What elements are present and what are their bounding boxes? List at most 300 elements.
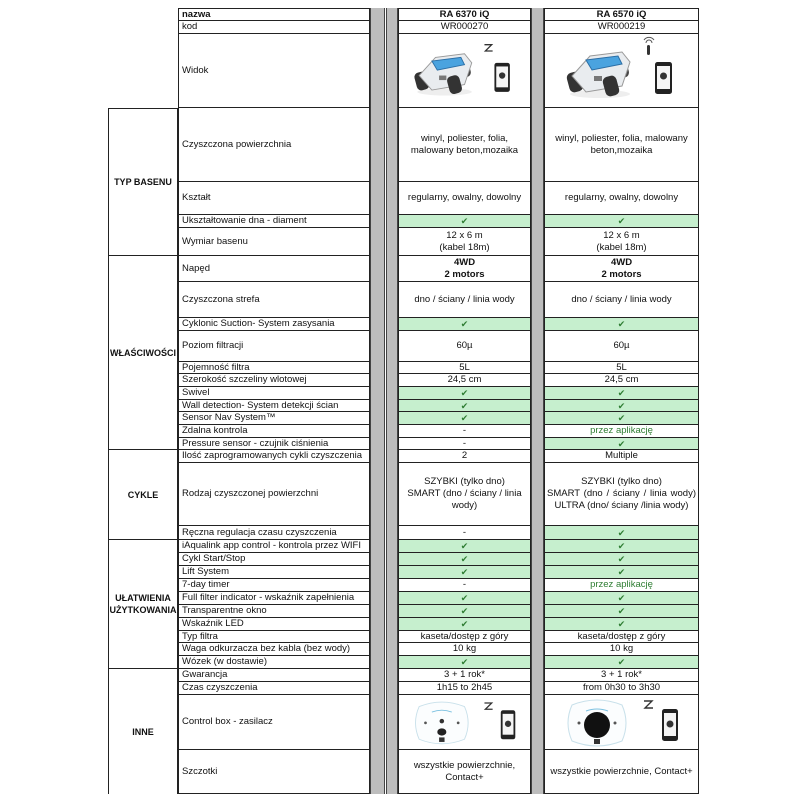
spacer-column bbox=[386, 618, 398, 631]
row-kod-label bbox=[178, 21, 370, 34]
spacer-column bbox=[531, 182, 544, 215]
product-1-value bbox=[398, 579, 531, 592]
feature-label bbox=[178, 526, 370, 540]
product-2-value bbox=[544, 412, 699, 425]
spacer-column bbox=[386, 682, 398, 695]
cell-text: przez aplikację bbox=[590, 425, 653, 436]
cell-text: 3 + 1 rok* bbox=[444, 669, 485, 680]
spacer-column bbox=[370, 387, 385, 400]
spacer-column bbox=[386, 400, 398, 412]
cell-text: 12 x 6 m (kabel 18m) bbox=[596, 229, 647, 253]
product-2-value bbox=[544, 425, 699, 438]
checkmark-icon: ✔ bbox=[460, 388, 469, 398]
product-2-value bbox=[544, 450, 699, 463]
cell-text: regularny, owalny, dowolny bbox=[564, 192, 679, 203]
cell-text: iAqualink app control - kontrola przez WIFI bbox=[182, 540, 361, 551]
feature-label bbox=[178, 387, 370, 400]
product-1-value bbox=[398, 526, 531, 540]
cell-text: - bbox=[462, 579, 467, 590]
control-box-image bbox=[416, 702, 469, 744]
spacer-column bbox=[386, 374, 398, 387]
product-1-value bbox=[398, 374, 531, 387]
spacer-column bbox=[531, 8, 544, 21]
feature-label bbox=[178, 374, 370, 387]
product-1-value bbox=[398, 412, 531, 425]
product-1-value bbox=[398, 566, 531, 579]
checkmark-icon: ✔ bbox=[460, 657, 469, 667]
product-2-value bbox=[544, 374, 699, 387]
feature-label bbox=[178, 362, 370, 374]
product-1-value bbox=[398, 182, 531, 215]
product-1-value bbox=[398, 425, 531, 438]
product-1-value bbox=[398, 400, 531, 412]
product-1-value bbox=[398, 215, 531, 228]
product-1-value bbox=[398, 605, 531, 618]
cell-text: Zdalna kontrola bbox=[182, 425, 248, 436]
spacer-column bbox=[531, 682, 544, 695]
smartphone-icon bbox=[662, 709, 678, 741]
product-2-value bbox=[544, 526, 699, 540]
cell-text: Ilość zaprogramowanych cykli czyszczenia bbox=[182, 450, 363, 461]
spacer-column bbox=[386, 579, 398, 592]
spacer-column bbox=[370, 526, 385, 540]
cell-text: Wózek (w dostawie) bbox=[182, 656, 267, 667]
spacer-column bbox=[386, 438, 398, 450]
spacer-column bbox=[531, 387, 544, 400]
product-2-value bbox=[544, 400, 699, 412]
product-1-value bbox=[398, 387, 531, 400]
product-1-value bbox=[398, 669, 531, 682]
spacer-column bbox=[531, 540, 544, 553]
cell-text: Lift System bbox=[182, 566, 229, 577]
spacer-column bbox=[531, 425, 544, 438]
product-1-value bbox=[398, 331, 531, 362]
cell-text: wszystkie powierzchnie, Contact+ bbox=[413, 759, 516, 783]
cell-text: Cyklonic Suction- System zasysania bbox=[182, 318, 335, 329]
cell-text: RA 6570 iQ bbox=[596, 8, 647, 20]
cell-text: Gwarancja bbox=[182, 669, 228, 680]
checkmark-icon: ✔ bbox=[617, 606, 626, 616]
cell-text: Poziom filtracji bbox=[182, 340, 244, 351]
cell-text: Szerokość szczeliny wlotowej bbox=[182, 374, 307, 385]
spacer-column bbox=[370, 182, 385, 215]
spacer-column bbox=[386, 215, 398, 228]
feature-label bbox=[178, 643, 370, 656]
spacer-column bbox=[531, 256, 544, 282]
spacer-column bbox=[370, 643, 385, 656]
cell-text: Pojemność filtra bbox=[182, 362, 250, 373]
spacer-column bbox=[386, 182, 398, 215]
product-1-value bbox=[398, 450, 531, 463]
cell-text: winyl, poliester, folia, malowany beton,mozaika bbox=[555, 132, 688, 156]
group-label bbox=[108, 669, 178, 794]
spacer-column bbox=[531, 412, 544, 425]
spacer-column bbox=[386, 362, 398, 374]
cell-text: 60µ bbox=[613, 340, 630, 351]
cell-text: Wall detection- System detekcji ścian bbox=[182, 400, 339, 411]
spacer-column bbox=[370, 400, 385, 412]
cell-text: 5L bbox=[459, 362, 470, 373]
product-1-value bbox=[398, 695, 531, 750]
product-2-value bbox=[544, 643, 699, 656]
spacer-column bbox=[370, 540, 385, 553]
checkmark-icon: ✔ bbox=[617, 554, 626, 564]
spacer-column bbox=[370, 618, 385, 631]
spacer-column bbox=[370, 656, 385, 669]
feature-label bbox=[178, 618, 370, 631]
spacer-column bbox=[531, 463, 544, 526]
spacer-column bbox=[386, 553, 398, 566]
spacer-column bbox=[386, 34, 398, 108]
product-2-value bbox=[544, 695, 699, 750]
spacer-column bbox=[531, 34, 544, 108]
cell-text: 1h15 to 2h45 bbox=[436, 682, 493, 693]
cell-text: Czyszczona strefa bbox=[182, 293, 260, 305]
cell-text: 7-day timer bbox=[182, 579, 230, 590]
spacer-column bbox=[386, 656, 398, 669]
zodiac-logo-icon bbox=[484, 703, 492, 709]
spacer-column bbox=[531, 362, 544, 374]
cell-text: WR000219 bbox=[597, 21, 646, 32]
spacer-column bbox=[386, 540, 398, 553]
spacer-column bbox=[531, 618, 544, 631]
checkmark-icon: ✔ bbox=[617, 541, 626, 551]
checkmark-icon: ✔ bbox=[460, 413, 469, 423]
spacer-column bbox=[386, 695, 398, 750]
cell-text: Typ filtra bbox=[182, 631, 218, 642]
spacer-column bbox=[370, 669, 385, 682]
cell-text: Swivel bbox=[182, 387, 210, 398]
product-1-value bbox=[398, 540, 531, 553]
cell-text: 12 x 6 m (kabel 18m) bbox=[439, 229, 490, 253]
product-2-value bbox=[544, 618, 699, 631]
cell-text: RA 6370 iQ bbox=[439, 8, 490, 20]
feature-label bbox=[178, 425, 370, 438]
cell-text: - bbox=[462, 425, 467, 436]
cell-text: 60µ bbox=[456, 340, 473, 351]
smartphone-icon bbox=[655, 62, 672, 94]
spacer-column bbox=[370, 425, 385, 438]
cell-text: 4WD 2 motors bbox=[601, 256, 642, 280]
checkmark-icon: ✔ bbox=[617, 319, 626, 329]
cell-text: 24,5 cm bbox=[447, 374, 482, 385]
spacer-column bbox=[531, 643, 544, 656]
cell-text: kaseta/dostęp z góry bbox=[420, 631, 509, 642]
spacer-column bbox=[386, 412, 398, 425]
product-1-row-kod bbox=[398, 21, 531, 34]
cell-text: Transparentne okno bbox=[182, 605, 267, 616]
row-widok-label bbox=[178, 34, 370, 108]
spacer-column bbox=[386, 750, 398, 794]
cell-text: Napęd bbox=[182, 262, 210, 274]
group-label bbox=[108, 108, 178, 256]
checkmark-icon: ✔ bbox=[460, 319, 469, 329]
product-2-value bbox=[544, 228, 699, 256]
feature-label bbox=[178, 579, 370, 592]
feature-label bbox=[178, 108, 370, 182]
cell-text: Czyszczona powierzchnia bbox=[182, 138, 292, 150]
wifi-remote-icon bbox=[644, 37, 654, 55]
spacer-column bbox=[531, 750, 544, 794]
spacer-column bbox=[370, 412, 385, 425]
product-1-value bbox=[398, 631, 531, 643]
product-1-value bbox=[398, 656, 531, 669]
checkmark-icon: ✔ bbox=[460, 554, 469, 564]
product-1-value bbox=[398, 592, 531, 605]
cell-text: Pressure sensor - czujnik ciśnienia bbox=[182, 438, 329, 449]
spacer-column bbox=[386, 282, 398, 318]
product-2-value bbox=[544, 750, 699, 794]
group-label bbox=[108, 540, 178, 669]
product-1-value bbox=[398, 318, 531, 331]
product-1-value bbox=[398, 750, 531, 794]
cell-text: nazwa bbox=[182, 8, 211, 20]
cell-text: regularny, owalny, dowolny bbox=[407, 192, 522, 203]
feature-label bbox=[178, 463, 370, 526]
cell-text: Kształt bbox=[182, 192, 211, 203]
cell-text: 3 + 1 rok* bbox=[601, 669, 642, 680]
spacer-column bbox=[531, 282, 544, 318]
spacer-column bbox=[531, 695, 544, 750]
spacer-column bbox=[386, 463, 398, 526]
cell-text: Widok bbox=[182, 64, 209, 76]
spacer-column bbox=[531, 374, 544, 387]
product-1-value bbox=[398, 553, 531, 566]
checkmark-icon: ✔ bbox=[460, 400, 469, 411]
cell-text: Szczotki bbox=[182, 765, 218, 777]
spacer-column bbox=[531, 450, 544, 463]
spacer-column bbox=[531, 579, 544, 592]
cell-text: INNE bbox=[132, 726, 154, 737]
cell-text: 4WD 2 motors bbox=[444, 256, 485, 280]
feature-label bbox=[178, 669, 370, 682]
spacer-column bbox=[531, 318, 544, 331]
product-2-value bbox=[544, 540, 699, 553]
spacer-column bbox=[370, 605, 385, 618]
cell-text: 5L bbox=[616, 362, 627, 373]
cell-text: Control box - zasilacz bbox=[182, 716, 273, 727]
cell-text: 10 kg bbox=[609, 643, 634, 654]
spacer-column bbox=[386, 425, 398, 438]
checkmark-icon: ✔ bbox=[617, 413, 626, 423]
product-2-value bbox=[544, 553, 699, 566]
cell-text: przez aplikację bbox=[590, 579, 653, 590]
cell-text: Multiple bbox=[605, 450, 638, 461]
spacer-column bbox=[386, 592, 398, 605]
product-2-value bbox=[544, 682, 699, 695]
spacer-column bbox=[531, 331, 544, 362]
spacer-column bbox=[370, 592, 385, 605]
spacer-column bbox=[386, 8, 398, 21]
feature-label bbox=[178, 695, 370, 750]
spacer-column bbox=[531, 553, 544, 566]
group-label bbox=[108, 450, 178, 540]
cell-text: Wymiar basenu bbox=[182, 235, 248, 247]
product-2-value bbox=[544, 362, 699, 374]
product-2-value bbox=[544, 566, 699, 579]
cell-text: CYKLE bbox=[127, 489, 159, 500]
feature-label bbox=[178, 256, 370, 282]
product-1-value bbox=[398, 282, 531, 318]
feature-label bbox=[178, 450, 370, 463]
checkmark-icon: ✔ bbox=[460, 606, 469, 616]
feature-label bbox=[178, 228, 370, 256]
product-2-value bbox=[544, 438, 699, 450]
product-2-value bbox=[544, 669, 699, 682]
spacer-column bbox=[370, 34, 385, 108]
product-2-value bbox=[544, 318, 699, 331]
spacer-column bbox=[531, 656, 544, 669]
checkmark-icon: ✔ bbox=[617, 400, 626, 411]
spacer-column bbox=[531, 438, 544, 450]
smartphone-icon bbox=[501, 710, 516, 739]
checkmark-icon: ✔ bbox=[460, 541, 469, 551]
spacer-column bbox=[370, 631, 385, 643]
feature-label bbox=[178, 605, 370, 618]
robot-cleaner-image bbox=[565, 52, 629, 98]
spacer-column bbox=[370, 282, 385, 318]
product-1-value bbox=[398, 438, 531, 450]
zodiac-logo-icon bbox=[644, 701, 653, 708]
cell-text: Full filter indicator - wskaźnik zapełnienia bbox=[182, 592, 355, 603]
product-2-value bbox=[544, 256, 699, 282]
feature-label bbox=[178, 412, 370, 425]
control-box-image bbox=[568, 700, 626, 746]
cell-text: from 0h30 to 3h30 bbox=[582, 682, 661, 693]
spacer-column bbox=[370, 566, 385, 579]
spacer-column bbox=[370, 682, 385, 695]
feature-label bbox=[178, 438, 370, 450]
checkmark-icon: ✔ bbox=[617, 527, 626, 538]
feature-label bbox=[178, 656, 370, 669]
spacer-column bbox=[370, 318, 385, 331]
product-1-value bbox=[398, 643, 531, 656]
feature-label bbox=[178, 400, 370, 412]
cell-text: UŁATWIENIA UŻYTKOWANIA bbox=[109, 593, 177, 615]
spacer-column bbox=[386, 631, 398, 643]
product-2-value bbox=[544, 592, 699, 605]
spacer-column bbox=[531, 592, 544, 605]
feature-label bbox=[178, 566, 370, 579]
cell-text: Ręczna regulacja czasu czyszczenia bbox=[182, 526, 337, 538]
cell-text: - bbox=[462, 526, 467, 538]
spacer-column bbox=[370, 256, 385, 282]
product-2-row-kod bbox=[544, 21, 699, 34]
cell-text: Waga odkurzacza bez kabla (bez wody) bbox=[182, 643, 351, 654]
feature-label bbox=[178, 592, 370, 605]
cell-text: 10 kg bbox=[452, 643, 477, 654]
spacer-column bbox=[370, 228, 385, 256]
feature-label bbox=[178, 215, 370, 228]
feature-label bbox=[178, 331, 370, 362]
spacer-column bbox=[370, 374, 385, 387]
spacer-column bbox=[370, 21, 385, 34]
feature-label bbox=[178, 682, 370, 695]
spacer-column bbox=[386, 331, 398, 362]
product-2-value bbox=[544, 631, 699, 643]
cell-text: Cykl Start/Stop bbox=[182, 553, 246, 564]
spacer-column bbox=[370, 8, 385, 21]
spacer-column bbox=[531, 605, 544, 618]
spacer-column bbox=[370, 750, 385, 794]
spacer-column bbox=[531, 631, 544, 643]
spacer-column bbox=[386, 643, 398, 656]
spacer-column bbox=[531, 215, 544, 228]
product-1-row-nazwa bbox=[398, 8, 531, 21]
product-1-value bbox=[398, 463, 531, 526]
checkmark-icon: ✔ bbox=[617, 567, 626, 577]
cell-text: 2 bbox=[461, 450, 468, 461]
cell-text: Czas czyszczenia bbox=[182, 682, 258, 693]
product-2-value bbox=[544, 282, 699, 318]
product-1-value bbox=[398, 228, 531, 256]
product-2-row-widok bbox=[544, 34, 699, 108]
product-2-value bbox=[544, 215, 699, 228]
product-2-value bbox=[544, 108, 699, 182]
feature-label bbox=[178, 750, 370, 794]
cell-text: 24,5 cm bbox=[604, 374, 639, 385]
spacer-column bbox=[386, 318, 398, 331]
product-1-value bbox=[398, 256, 531, 282]
cell-text: dno / ściany / linia wody bbox=[571, 293, 672, 305]
feature-label bbox=[178, 540, 370, 553]
checkmark-icon: ✔ bbox=[617, 619, 626, 629]
checkmark-icon: ✔ bbox=[617, 438, 626, 449]
feature-label bbox=[178, 182, 370, 215]
checkmark-icon: ✔ bbox=[460, 593, 469, 603]
feature-label bbox=[178, 553, 370, 566]
checkmark-icon: ✔ bbox=[460, 216, 469, 226]
group-label bbox=[108, 256, 178, 450]
spacer-column bbox=[386, 566, 398, 579]
spacer-column bbox=[386, 669, 398, 682]
cell-text: TYP BASENU bbox=[114, 177, 172, 187]
spacer-column bbox=[386, 450, 398, 463]
spacer-column bbox=[531, 566, 544, 579]
spacer-column bbox=[531, 669, 544, 682]
row-nazwa-label bbox=[178, 8, 370, 21]
spacer-column bbox=[386, 228, 398, 256]
product-2-value bbox=[544, 331, 699, 362]
cell-text: - bbox=[462, 438, 467, 449]
feature-label bbox=[178, 282, 370, 318]
robot-cleaner-image bbox=[413, 53, 471, 95]
product-2-value bbox=[544, 579, 699, 592]
cell-text: Rodzaj czyszczonej powierzchni bbox=[182, 488, 319, 499]
product-2-value bbox=[544, 656, 699, 669]
spacer-column bbox=[370, 108, 385, 182]
spacer-column bbox=[531, 21, 544, 34]
feature-label bbox=[178, 631, 370, 643]
product-1-value bbox=[398, 108, 531, 182]
product-1-row-widok bbox=[398, 34, 531, 108]
smartphone-icon bbox=[494, 62, 509, 91]
spacer-column bbox=[370, 579, 385, 592]
cell-text: Wskaźnik LED bbox=[182, 618, 244, 629]
product-1-value bbox=[398, 618, 531, 631]
checkmark-icon: ✔ bbox=[617, 593, 626, 603]
checkmark-icon: ✔ bbox=[460, 567, 469, 577]
spacer-column bbox=[531, 400, 544, 412]
spacer-column bbox=[531, 228, 544, 256]
spacer-column bbox=[386, 256, 398, 282]
spacer-column bbox=[386, 387, 398, 400]
spacer-column bbox=[386, 605, 398, 618]
cell-text: Ukształtowanie dna - diament bbox=[182, 215, 307, 226]
spacer-column bbox=[386, 21, 398, 34]
cell-text: wszystkie powierzchnie, Contact+ bbox=[550, 765, 693, 777]
product-2-value bbox=[544, 387, 699, 400]
